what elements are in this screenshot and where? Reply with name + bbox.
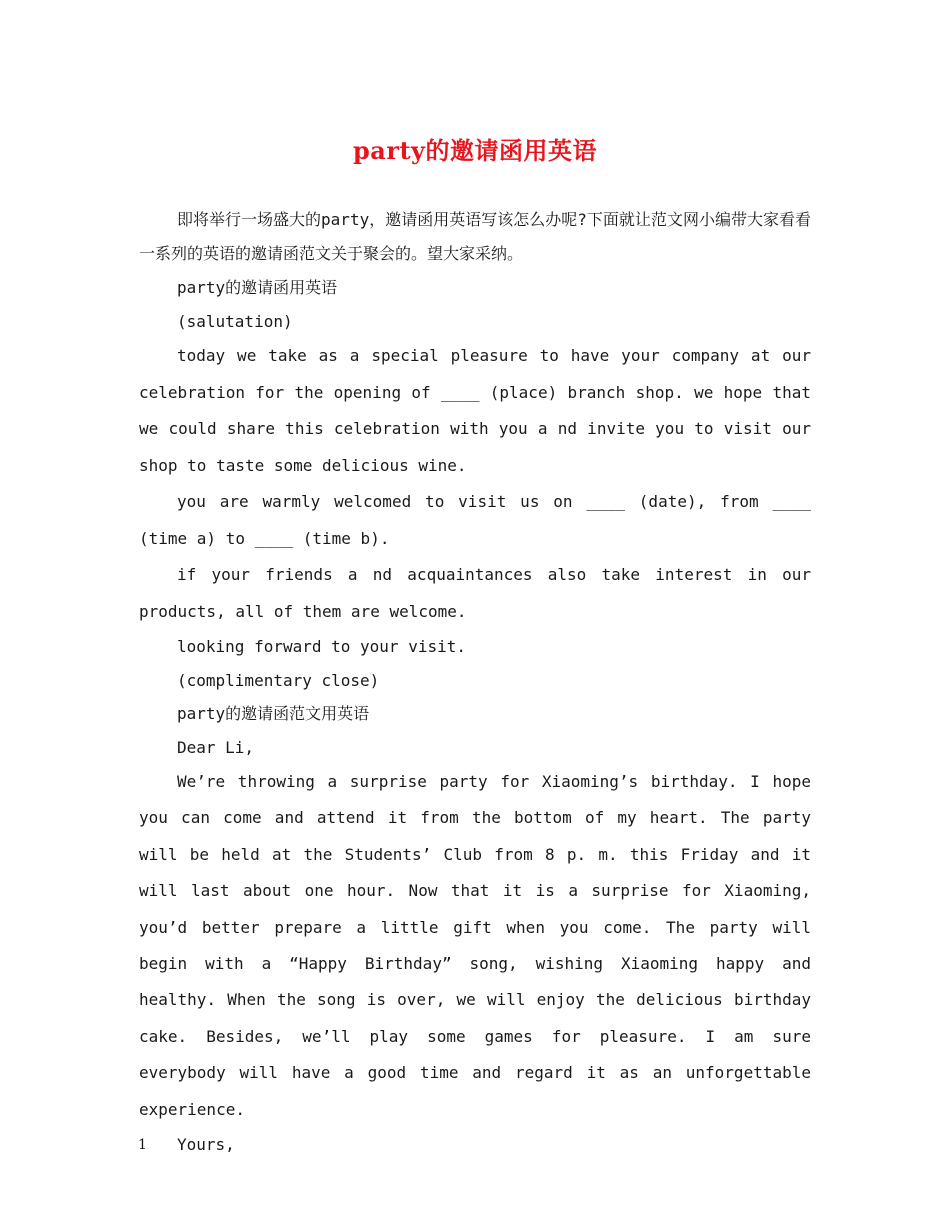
letter-greeting: Dear Li, — [177, 737, 255, 757]
intro-paragraph: 即将举行一场盛大的party，邀请函用英语写该怎么办呢?下面就让范文网小编带大家看看一系列的英语的邀请函范文关于聚会的。望大家采纳。 — [139, 210, 811, 263]
invitation-paragraph-2: you are warmly welcomed to visit us on ____ (date), from ____ (time a) to ____ (time b). — [139, 492, 811, 548]
complimentary-close-line: (complimentary close) — [177, 670, 380, 690]
document-title: party的邀请函用英语 — [352, 136, 597, 165]
section-heading-1: party的邀请函用英语 — [177, 278, 338, 297]
letter-signoff: Yours, — [177, 1135, 235, 1155]
invitation-paragraph-1: today we take as a special pleasure to have your company at our celebration for the opening of ____ (place) branch shop. we hope that we could share this celebration with you a nd invite you to visit our shop to taste some delicious wine. — [139, 346, 811, 475]
letter-body: We’re throwing a surprise party for Xiaoming’s birthday. I hope you can come and attend it from the bottom of my heart. The party will be held at the Students’ Club from 8 p. m. this Friday and it will last about one hour. Now that it is a surprise for Xiaoming, you’d better prepare a little gift when you come. The party will begin with a “Happy Birthday” song, wishing Xiaoming happy and healthy. When the song is over, we will enjoy the delicious birthday cake. Besides, we’ll play some games for pleasure. I am sure everybody will have a good time and regard it as an unforgettable experience. — [139, 772, 811, 1119]
invitation-closing: looking forward to your visit. — [177, 637, 466, 656]
salutation-line: (salutation) — [177, 311, 293, 331]
invitation-paragraph-3: if your friends a nd acquaintances also take interest in our products, all of them are welcome. — [139, 565, 811, 621]
document-body — [139, 203, 811, 1162]
page-number: 1 — [138, 1137, 147, 1153]
section-heading-2: party的邀请函范文用英语 — [177, 704, 370, 723]
